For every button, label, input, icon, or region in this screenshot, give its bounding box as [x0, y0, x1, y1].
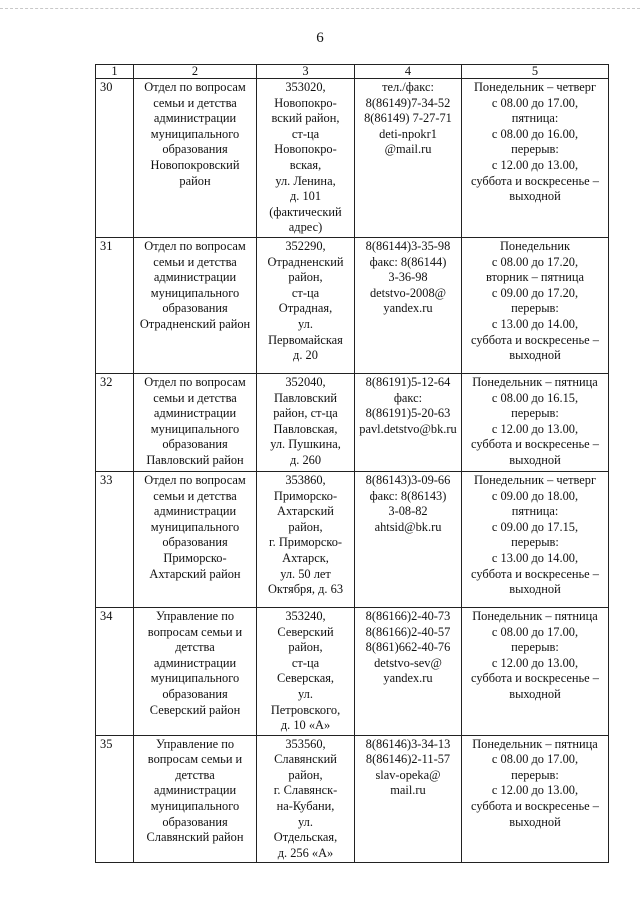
department-line: Отдел по вопросам: [144, 80, 246, 94]
schedule-cell: [462, 735, 609, 863]
department-line: муниципального: [150, 519, 240, 534]
address-line: вский район,: [271, 111, 340, 126]
schedule-line: суббота и воскресенье –: [471, 437, 599, 452]
row-number-cell: 33: [96, 471, 134, 607]
schedule-line: суббота и воскресенье –: [471, 566, 599, 581]
address-line: г. Славянск-: [273, 783, 338, 798]
schedule-line: с 09.00 до 17.15,: [491, 519, 579, 534]
department-line: детства: [175, 640, 215, 655]
contacts-cell: [355, 735, 462, 863]
schedule-line: с 09.00 до 17.20,: [491, 285, 579, 300]
schedule-line: пятница:: [511, 504, 559, 519]
department-line: семьи и детства: [153, 254, 237, 269]
schedule-line: вторник – пятница: [486, 270, 584, 285]
header-cell: 2: [134, 65, 257, 79]
department-cell: [134, 471, 257, 607]
department-cell: [134, 79, 257, 238]
contacts-table: [95, 64, 609, 863]
contacts-line: yandex.ru: [383, 301, 433, 316]
contacts-line: 8(86146)2-11-57: [365, 752, 451, 767]
contacts-cell: [355, 471, 462, 607]
contacts-line: факс:: [393, 390, 423, 405]
address-line: район, ст-ца: [273, 406, 338, 421]
address-line: 353860,: [285, 472, 326, 487]
address-line: 353560,: [285, 736, 326, 751]
department-line: образования: [162, 686, 228, 701]
address-line: Ахтарск,: [282, 550, 329, 565]
address-cell: [257, 373, 355, 471]
address-line: ст-ца: [291, 126, 320, 141]
schedule-cell: [462, 373, 609, 471]
schedule-line: с 08.00 до 17.20,: [491, 254, 579, 269]
address-line: район,: [288, 519, 323, 534]
page-number: 6: [316, 30, 324, 46]
schedule-line: перерыв:: [511, 535, 559, 550]
address-line: ул. Пушкина,: [270, 437, 341, 452]
department-line: образования: [162, 142, 228, 157]
address-line: д. 260: [289, 452, 322, 467]
contacts-cell: [355, 237, 462, 373]
department-line: Отдел по вопросам: [144, 374, 246, 389]
contacts-line: yandex.ru: [383, 671, 433, 686]
contacts-cell: [355, 373, 462, 471]
contacts-line: факс: 8(86143): [369, 488, 447, 503]
department-line: Отдел по вопросам: [144, 472, 246, 487]
department-line: образования: [162, 535, 228, 550]
header-row: [96, 65, 609, 79]
address-line: адрес): [288, 220, 323, 235]
address-line: район,: [288, 640, 323, 655]
address-line: Ахтарский: [277, 504, 334, 519]
schedule-line: с 08.00 до 16.00,: [491, 126, 579, 141]
address-line: Первомайская: [268, 332, 343, 347]
schedule-line: выходной: [509, 686, 561, 701]
table-row: [96, 79, 609, 238]
address-line: д. 256 «А»: [277, 845, 334, 860]
table-row: [96, 471, 609, 607]
contacts-cell: [355, 79, 462, 238]
contacts-line: факс: 8(86144): [369, 254, 447, 269]
contacts-line: 3-08-82: [388, 504, 428, 519]
address-line: 353020,: [285, 80, 326, 94]
contacts-line: mail.ru: [390, 783, 426, 798]
address-line: на-Кубани,: [276, 799, 335, 814]
department-line: семьи и детства: [153, 95, 237, 110]
address-line: ул.: [298, 814, 313, 829]
schedule-line: суббота и воскресенье –: [471, 173, 599, 188]
schedule-line: суббота и воскресенье –: [471, 332, 599, 347]
contacts-line: ahtsid@bk.ru: [374, 519, 442, 534]
department-cell: [134, 607, 257, 735]
contacts-line: 8(86191)5-12-64: [365, 374, 451, 389]
schedule-line: Понедельник – четверг: [473, 80, 597, 94]
schedule-line: с 12.00 до 13.00,: [491, 157, 579, 172]
department-line: муниципального: [150, 671, 240, 686]
address-line: Приморско-: [273, 488, 338, 503]
schedule-line: выходной: [509, 189, 561, 204]
schedule-line: Понедельник – четверг: [473, 472, 597, 487]
department-cell: [134, 237, 257, 373]
contacts-line: 8(86191)5-20-63: [365, 406, 451, 421]
schedule-line: Понедельник – пятница: [472, 736, 598, 751]
schedule-line: перерыв:: [511, 142, 559, 157]
contacts-line: 8(86143)3-09-66: [365, 472, 451, 487]
department-line: муниципального: [150, 285, 240, 300]
department-line: Ахтарский район: [149, 566, 241, 581]
contacts-line: detstvo-sev@: [374, 655, 442, 670]
contacts-line: 8(86149)7-34-52: [365, 95, 451, 110]
table-row: [96, 735, 609, 863]
department-line: образования: [162, 814, 228, 829]
department-cell: [134, 373, 257, 471]
department-line: администрации: [153, 270, 237, 285]
department-line: администрации: [153, 655, 237, 670]
department-line: образования: [162, 437, 228, 452]
contacts-line: 8(86144)3-35-98: [365, 238, 451, 253]
row-number-cell: 34: [96, 607, 134, 735]
department-line: детства: [175, 767, 215, 782]
address-line: Славянский: [274, 752, 337, 767]
department-line: администрации: [153, 783, 237, 798]
header-cell: 1: [96, 65, 134, 79]
department-line: Приморско-: [163, 550, 227, 565]
address-line: ст-ца: [291, 285, 320, 300]
schedule-line: с 13.00 до 14.00,: [491, 550, 579, 565]
department-line: Северский район: [149, 702, 241, 717]
header-cell: 4: [355, 65, 462, 79]
address-cell: [257, 237, 355, 373]
contacts-line: 8(861)662-40-76: [365, 640, 451, 655]
schedule-line: с 12.00 до 13.00,: [491, 783, 579, 798]
address-cell: [257, 79, 355, 238]
address-line: Петровского,: [270, 702, 341, 717]
row-number-cell: 32: [96, 373, 134, 471]
schedule-line: с 08.00 до 17.00,: [491, 752, 579, 767]
contacts-cell: [355, 607, 462, 735]
schedule-line: с 08.00 до 17.00,: [491, 95, 579, 110]
schedule-line: перерыв:: [511, 767, 559, 782]
schedule-line: выходной: [509, 452, 561, 467]
table-row: [96, 237, 609, 373]
address-line: Павловская,: [273, 421, 338, 436]
department-line: муниципального: [150, 126, 240, 141]
schedule-line: Понедельник – пятница: [472, 608, 598, 623]
schedule-line: перерыв:: [511, 301, 559, 316]
address-line: 353240,: [285, 608, 326, 623]
department-line: Управление по: [155, 608, 235, 623]
address-line: Северская,: [276, 671, 335, 686]
schedule-line: перерыв:: [511, 640, 559, 655]
address-line: вская,: [289, 157, 322, 172]
schedule-line: пятница:: [511, 111, 559, 126]
address-line: ул. Ленина,: [275, 173, 336, 188]
schedule-line: суббота и воскресенье –: [471, 799, 599, 814]
address-cell: [257, 735, 355, 863]
schedule-line: с 13.00 до 14.00,: [491, 316, 579, 331]
contacts-line: @mail.ru: [384, 142, 432, 157]
contacts-line: 8(86149) 7-27-71: [364, 111, 452, 126]
department-line: вопросам семьи и: [147, 624, 243, 639]
schedule-line: выходной: [509, 348, 561, 363]
schedule-cell: [462, 607, 609, 735]
contacts-line: 8(86166)2-40-57: [365, 624, 451, 639]
schedule-line: Понедельник: [499, 238, 571, 253]
schedule-cell: [462, 471, 609, 607]
address-line: 352290,: [285, 238, 326, 253]
department-line: муниципального: [150, 799, 240, 814]
schedule-cell: [462, 79, 609, 238]
address-line: Отрадненский: [267, 254, 344, 269]
address-line: Новопокро-: [274, 142, 337, 157]
department-line: район: [179, 173, 211, 188]
schedule-line: выходной: [509, 582, 561, 597]
address-line: г. Приморско-: [268, 535, 343, 550]
address-line: д. 20: [293, 348, 318, 363]
address-line: ул.: [298, 316, 313, 331]
department-line: Павловский район: [146, 452, 244, 467]
address-line: Отдельская,: [273, 830, 338, 845]
address-line: д. 101: [289, 189, 322, 204]
row-number-cell: 30: [96, 79, 134, 238]
contacts-line: 8(86146)3-34-13: [365, 736, 451, 751]
header-cell: 5: [462, 65, 609, 79]
department-line: Новопокровский: [150, 157, 240, 172]
contacts-line: detstvo-2008@: [369, 285, 447, 300]
department-line: семьи и детства: [153, 390, 237, 405]
department-line: муниципального: [150, 421, 240, 436]
schedule-cell: [462, 237, 609, 373]
contacts-line: slav-opeka@: [375, 767, 441, 782]
schedule-line: суббота и воскресенье –: [471, 671, 599, 686]
address-line: 352040,: [285, 374, 326, 389]
schedule-line: Понедельник – пятница: [472, 374, 598, 389]
header-cell: 3: [257, 65, 355, 79]
schedule-line: с 09.00 до 18.00,: [491, 488, 579, 503]
contacts-line: тел./факс:: [382, 80, 434, 94]
schedule-line: с 12.00 до 13.00,: [491, 655, 579, 670]
department-cell: [134, 735, 257, 863]
department-line: Славянский район: [146, 830, 244, 845]
address-line: Павловский: [273, 390, 338, 405]
department-line: Управление по: [155, 736, 235, 751]
address-line: (фактический: [269, 204, 342, 219]
department-line: администрации: [153, 111, 237, 126]
address-line: ул.: [298, 686, 313, 701]
department-line: администрации: [153, 504, 237, 519]
address-line: д. 10 «А»: [280, 718, 331, 733]
department-line: Отрадненский район: [139, 316, 251, 331]
contacts-line: pavl.detstvo@bk.ru: [359, 421, 457, 436]
schedule-line: с 08.00 до 17.00,: [491, 624, 579, 639]
address-line: район,: [288, 767, 323, 782]
address-line: ст-ца: [291, 655, 320, 670]
address-line: район,: [288, 270, 323, 285]
row-number-cell: 35: [96, 735, 134, 863]
row-number-cell: 31: [96, 237, 134, 373]
address-cell: [257, 607, 355, 735]
address-line: Отрадная,: [278, 301, 333, 316]
table-row: [96, 373, 609, 471]
schedule-line: перерыв:: [511, 406, 559, 421]
department-line: образования: [162, 301, 228, 316]
table-row: [96, 607, 609, 735]
address-cell: [257, 471, 355, 607]
address-line: ул. 50 лет: [280, 566, 331, 581]
department-line: администрации: [153, 406, 237, 421]
department-line: Отдел по вопросам: [144, 238, 246, 253]
address-line: Октября, д. 63: [267, 582, 344, 597]
top-dashed-border: [0, 8, 640, 9]
schedule-line: выходной: [509, 814, 561, 829]
contacts-line: 8(86166)2-40-73: [365, 608, 451, 623]
department-line: семьи и детства: [153, 488, 237, 503]
contacts-line: 3-36-98: [388, 270, 428, 285]
department-line: вопросам семьи и: [147, 752, 243, 767]
schedule-line: с 08.00 до 16.15,: [491, 390, 579, 405]
address-line: Северский: [277, 624, 334, 639]
address-line: Новопокро-: [274, 95, 337, 110]
contacts-line: deti-npokr1: [379, 126, 437, 141]
schedule-line: с 12.00 до 13.00,: [491, 421, 579, 436]
